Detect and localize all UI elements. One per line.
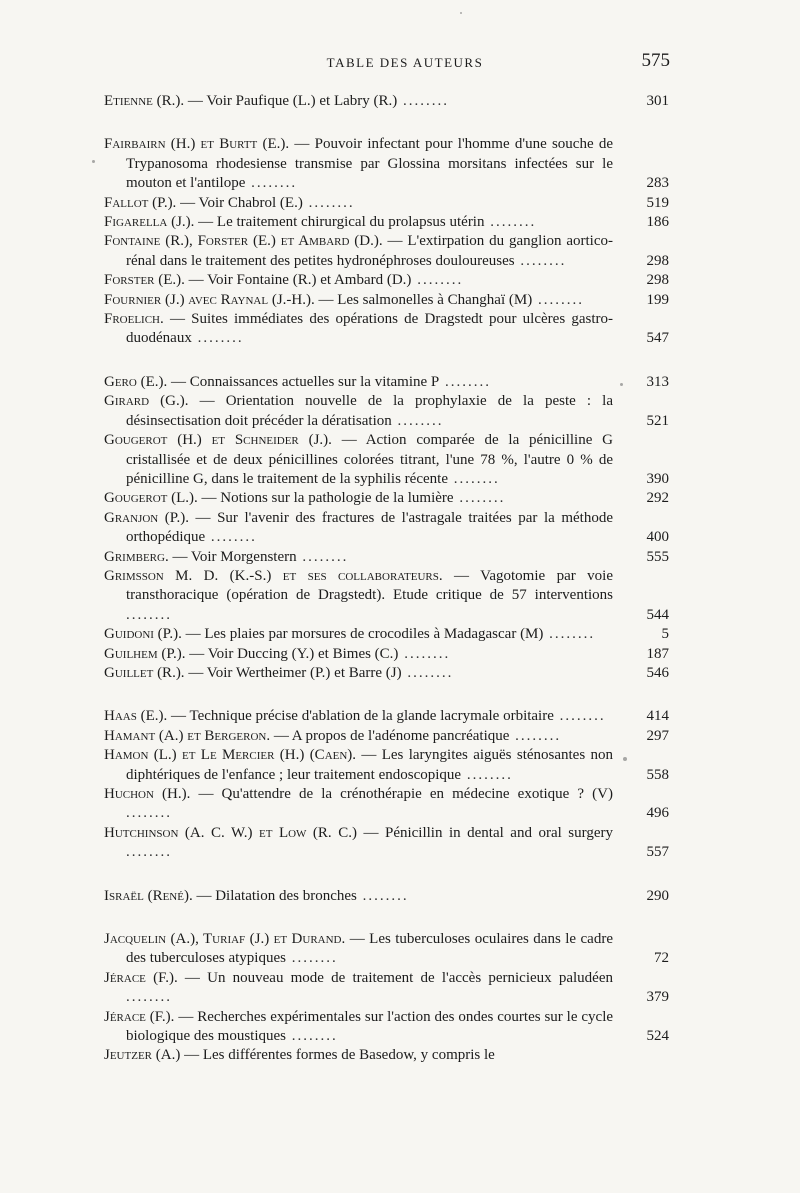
dot-leader: ........: [532, 291, 584, 308]
dot-leader: ........: [296, 548, 349, 565]
entry-title: — Voir Duccing (Y.) et Bimes (C.): [189, 645, 399, 662]
entry-title: — Pouvoir infectant pour l'homme d'une souche de Trypanosoma rhodesiense transmise par Glossina morsitans infectées sur le mouton et l'antilope: [126, 136, 613, 192]
dot-leader: ........: [286, 1028, 338, 1045]
entry-page: 301: [646, 93, 669, 109]
index-entry: [104, 373, 669, 392]
print-speck: [460, 12, 462, 14]
page-header: [0, 50, 800, 80]
entry-title: — Les différentes formes de Basedow, y compris le: [184, 1047, 495, 1064]
dot-leader: ........: [397, 93, 450, 109]
dot-leader: ........: [398, 645, 451, 662]
entry-title: — Notions sur la pathologie de la lumière: [201, 490, 454, 507]
entry-authors: Huchon (H.).: [104, 786, 191, 802]
entry-page: 199: [646, 291, 669, 308]
dot-leader: ........: [126, 844, 172, 861]
entry-title: — Le traitement chirurgical du prolapsus utérin: [198, 214, 485, 231]
entry-authors: Etienne (R.).: [104, 93, 185, 109]
entry-authors: Granjon (P.).: [104, 509, 189, 526]
entry-title: — L'extirpation du ganglion aortico-rénal dans le traitement des petites hydronéphroses douloureuses: [126, 233, 614, 269]
entry-title: — Les salmonelles à Changhaï (M): [318, 291, 533, 308]
dot-leader: ........: [509, 727, 562, 744]
running-title: TABLE DES AUTEURS: [326, 55, 484, 70]
entry-page: 297: [646, 727, 669, 744]
entry-authors: Fournier (J.) avec Raynal (J.-H.).: [104, 291, 315, 308]
dot-leader: ........: [126, 989, 172, 1006]
print-speck: [623, 757, 627, 761]
entry-title: — Suites immédiates des opérations de Dragstedt pour ulcères gastro-duodénaux: [126, 311, 613, 347]
dot-leader: ........: [484, 214, 537, 231]
entry-page: 283: [646, 175, 669, 192]
entry-authors: Guillet (R.).: [104, 664, 185, 681]
entry-page: 72: [654, 950, 669, 967]
entry-page: 186: [646, 214, 669, 231]
index-entry: [104, 232, 669, 271]
index-section: [104, 887, 669, 906]
dot-leader: ........: [401, 664, 454, 681]
index-entry: [104, 785, 669, 824]
entry-page: 5: [661, 626, 669, 643]
index-entry: [104, 194, 669, 213]
entry-authors: Jeutzer (A.): [104, 1047, 181, 1064]
entry-title: — Action comparée de la pénicilline G cristallisée et de deux pénicillines colorées titrant, l'une 78 %, l'autre 0 % de pénicilline G, dans le traitement de la syphilis récente: [126, 432, 614, 487]
entry-page: 557: [646, 844, 669, 861]
entry-page: 379: [646, 989, 669, 1006]
entry-page: 558: [646, 766, 669, 783]
dot-leader: ........: [439, 373, 492, 390]
index-entry: [104, 707, 669, 726]
entry-title: — Voir Wertheimer (P.) et Barre (J): [188, 664, 402, 681]
index-entry: [104, 310, 669, 349]
entry-page: 524: [646, 1028, 669, 1045]
author-index: [104, 92, 669, 1066]
index-entry: [104, 746, 669, 785]
entry-authors: Jérace (F.).: [104, 1008, 175, 1025]
index-entry: [104, 887, 669, 906]
dot-leader: ........: [285, 950, 338, 967]
entry-title: — Sur l'avenir des fractures de l'astragale traitées par la méthode orthopédique: [126, 509, 613, 546]
entry-title: — Dilatation des bronches: [196, 887, 357, 904]
dot-leader: ........: [302, 194, 355, 211]
index-entry: [104, 625, 669, 644]
entry-authors: Fontaine (R.), Forster (E.) et Ambard (D.).: [104, 233, 383, 250]
entry-page: 544: [646, 606, 669, 623]
index-entry: [104, 548, 669, 567]
entry-authors: Jacquelin (A.), Turiaf (J.) et Durand.: [104, 931, 346, 948]
entry-title: — Recherches expérimentales sur l'action des ondes courtes sur le cycle biologique des moustiques: [126, 1008, 614, 1045]
entry-authors: Gero (E.).: [104, 373, 168, 390]
dot-leader: ........: [126, 805, 172, 822]
dot-leader: ........: [191, 330, 244, 347]
entry-authors: Guidoni (P.).: [104, 626, 182, 643]
dot-leader: ........: [205, 529, 257, 546]
dot-leader: ........: [245, 175, 298, 192]
index-entry: [104, 271, 669, 290]
index-entry: [104, 1008, 669, 1047]
index-entry: [104, 509, 669, 548]
entry-title: — Un nouveau mode de traitement de l'accès pernicieux paludéen: [184, 969, 613, 986]
dot-leader: ........: [356, 887, 409, 904]
entry-authors: Fallot (P.).: [104, 194, 177, 211]
entry-page: 390: [646, 470, 669, 487]
index-section: [104, 92, 669, 111]
index-section: [104, 373, 669, 684]
dot-leader: ........: [453, 490, 506, 507]
entry-authors: Forster (E.).: [104, 272, 185, 289]
entry-page: 298: [646, 252, 669, 269]
entry-title: — Qu'attendre de la crénothérapie en médecine exotique ? (V): [198, 786, 613, 802]
entry-title: — Les laryngites aiguës sténosantes non diphtériques de l'enfance ; leur traitement endoscopique: [126, 747, 614, 783]
entry-authors: Fairbairn (H.) et Burtt (E.).: [104, 136, 290, 153]
entry-authors: Gougerot (L.).: [104, 490, 198, 507]
entry-title: — Voir Morgenstern: [172, 548, 297, 565]
entry-authors: Haas (E.).: [104, 708, 168, 725]
entry-authors: Jérace (F.).: [104, 969, 178, 986]
index-entry: [104, 645, 669, 664]
entry-page: 555: [646, 548, 669, 565]
entry-title: — Voir Chabrol (E.): [180, 194, 303, 211]
entry-page: 298: [646, 272, 669, 289]
entry-authors: Grimsson M. D. (K.-S.) et ses collaborateurs.: [104, 567, 443, 584]
index-entry: [104, 664, 669, 683]
index-entry: [104, 392, 669, 431]
entry-page: 414: [646, 708, 669, 725]
entry-authors: Grimberg.: [104, 548, 169, 565]
entry-page: 187: [646, 645, 669, 662]
entry-authors: Hutchinson (A. C. W.) et Low (R. C.): [104, 824, 357, 841]
entry-title: — Connaissances actuelles sur la vitamine P: [171, 373, 440, 390]
entry-page: 496: [646, 805, 669, 822]
entry-page: 292: [646, 490, 669, 507]
entry-title: — Les plaies par morsures de crocodiles à Madagascar (M): [185, 626, 544, 643]
entry-title: — Voir Paufique (L.) et Labry (R.): [187, 93, 398, 109]
entry-page: 519: [646, 194, 669, 211]
entry-page: 400: [646, 529, 669, 546]
entry-title: — Voir Fontaine (R.) et Ambard (D.): [188, 272, 412, 289]
index-entry: [104, 291, 669, 310]
index-entry: [104, 213, 669, 232]
index-entry: [104, 431, 669, 489]
index-entry: [104, 930, 669, 969]
dot-leader: ........: [514, 252, 567, 269]
index-entry: [104, 135, 669, 193]
entry-page: 546: [646, 664, 669, 681]
page-number: 575: [641, 50, 670, 71]
index-section: [104, 707, 669, 862]
entry-authors: Hamon (L.) et Le Mercier (H.) (Caen).: [104, 747, 357, 764]
entry-authors: Hamant (A.) et Bergeron.: [104, 727, 271, 744]
dot-leader: ........: [543, 626, 596, 643]
dot-leader: ........: [391, 412, 444, 429]
entry-title: — Les tuberculoses oculaires dans le cadre des tuberculoses atypiques: [126, 931, 613, 967]
index-section: [104, 930, 669, 1066]
entry-title: — Vagotomie par voie transthoracique (opération de Dragstedt). Etude critique de 57 interventions: [126, 567, 613, 604]
entry-page: 521: [646, 412, 669, 429]
index-section: [104, 135, 669, 348]
print-speck: [92, 160, 95, 163]
index-entry: [104, 489, 669, 508]
entry-authors: Froelich.: [104, 311, 164, 328]
entry-page: 313: [646, 373, 669, 390]
entry-title: — A propos de l'adénome pancréatique: [273, 727, 510, 744]
dot-leader: ........: [447, 470, 500, 487]
index-entry: [104, 969, 669, 1008]
entry-page: 290: [646, 887, 669, 904]
dot-leader: ........: [411, 272, 464, 289]
print-speck: [620, 383, 623, 386]
index-entry: [104, 567, 669, 625]
entry-title: — Technique précise d'ablation de la glande lacrymale orbitaire: [171, 708, 554, 725]
entry-authors: Girard (G.).: [104, 393, 189, 410]
dot-leader: ........: [461, 766, 513, 783]
entry-authors: Figarella (J.).: [104, 214, 195, 231]
dot-leader: ........: [126, 606, 172, 623]
index-entry: [104, 727, 669, 746]
entry-page: 547: [646, 330, 669, 347]
entry-authors: Guilhem (P.).: [104, 645, 186, 662]
entry-authors: Gougerot (H.) et Schneider (J.).: [104, 432, 332, 449]
index-entry: [104, 1046, 669, 1065]
entry-title: — Orientation nouvelle de la prophylaxie de la peste : la désinsectisation doit précéder la dératisation: [126, 393, 613, 429]
index-entry: [104, 824, 669, 863]
entry-title: — Pénicillin in dental and oral surgery: [363, 824, 614, 841]
entry-authors: Israël (René).: [104, 887, 193, 904]
dot-leader: ........: [553, 708, 606, 725]
index-entry: [104, 92, 669, 111]
